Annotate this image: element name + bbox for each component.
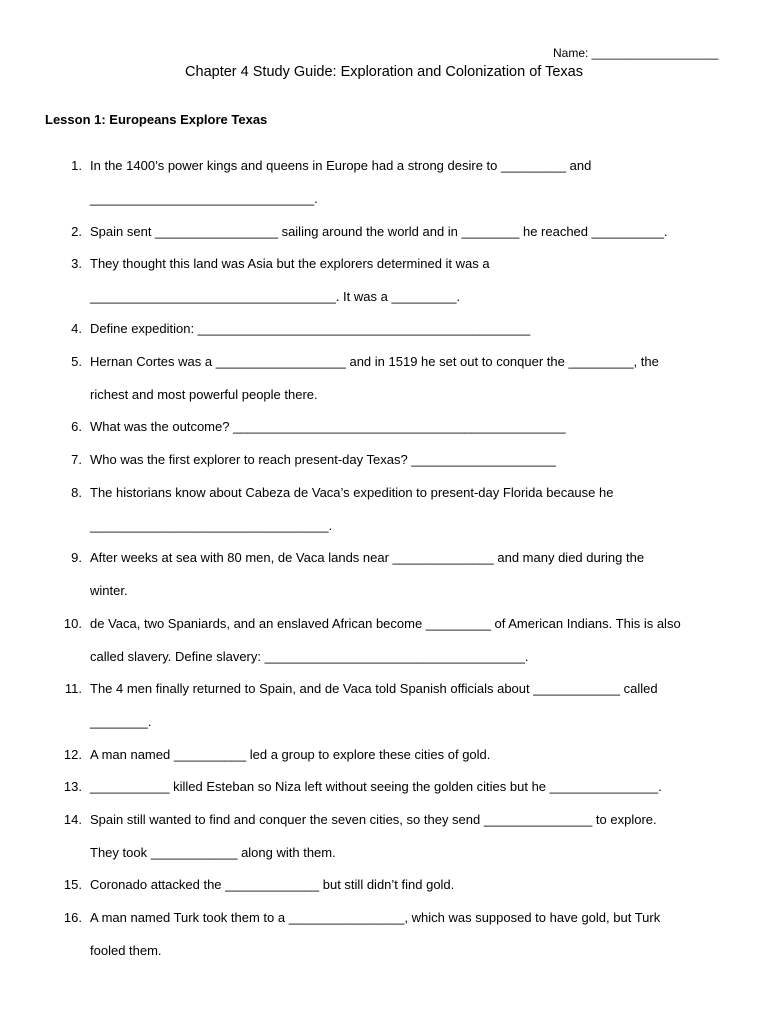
question-text: _______________________________. [90,191,318,206]
question-text: Spain still wanted to find and conquer the seven cities, so they send _______________ to explore. [90,812,657,827]
question-text: winter. [90,583,128,598]
question-text: They took ____________ along with them. [90,845,336,860]
question-text: The historians know about Cabeza de Vaca’s expedition to present-day Florida because he [90,485,614,500]
page-title: Chapter 4 Study Guide: Exploration and Colonization of Texas [185,64,583,80]
question-number: 16. [63,910,82,925]
question-text: Hernan Cortes was a __________________ and in 1519 he set out to conquer the _________, the [90,354,659,369]
question-number: 2. [71,224,82,239]
question-text: richest and most powerful people there. [90,387,318,402]
question-number: 6. [71,419,82,434]
question-text: fooled them. [90,943,162,958]
question-number: 10. [63,616,82,631]
question-number: 15. [63,877,82,892]
question-number: 5. [71,354,82,369]
question-text: Coronado attacked the _____________ but still didn’t find gold. [90,877,455,892]
question-text: ___________ killed Esteban so Niza left without seeing the golden cities but he _______________. [90,779,662,794]
question-number: 9. [71,550,82,565]
question-text: Who was the first explorer to reach present-day Texas? ____________________ [90,452,556,467]
question-number: 12. [63,747,82,762]
question-number: 1. [71,158,82,173]
question-text: A man named Turk took them to a ________________, which was supposed to have gold, but Turk [90,910,661,925]
question-number: 13. [63,779,82,794]
question-text: called slavery. Define slavery: ____________________________________. [90,649,529,664]
question-text: They thought this land was Asia but the explorers determined it was a [90,256,490,271]
question-text: Spain sent _________________ sailing around the world and in ________ he reached __________. [90,224,668,239]
question-number: 8. [71,485,82,500]
question-text: Define expedition: ______________________________________________ [90,321,531,336]
question-text: ________. [90,714,152,729]
question-number: 14. [63,812,82,827]
question-text: After weeks at sea with 80 men, de Vaca lands near ______________ and many died during the [90,550,645,565]
question-number: 3. [71,256,82,271]
question-text: de Vaca, two Spaniards, and an enslaved African become _________ of American Indians. This is also [90,616,681,631]
name-field: Name: ___________________ [553,46,719,60]
question-text: _________________________________. [90,518,333,533]
question-number: 7. [71,452,82,467]
question-text: In the 1400’s power kings and queens in Europe had a strong desire to _________ and [90,158,592,173]
question-text: __________________________________. It was a _________. [90,289,461,304]
question-number: 4. [71,321,82,336]
lesson-heading: Lesson 1: Europeans Explore Texas [45,112,268,127]
question-text: The 4 men finally returned to Spain, and de Vaca told Spanish officials about ____________ called [90,681,658,696]
question-text: What was the outcome? ______________________________________________ [90,419,566,434]
question-number: 11. [64,681,82,696]
question-text: A man named __________ led a group to explore these cities of gold. [90,747,491,762]
